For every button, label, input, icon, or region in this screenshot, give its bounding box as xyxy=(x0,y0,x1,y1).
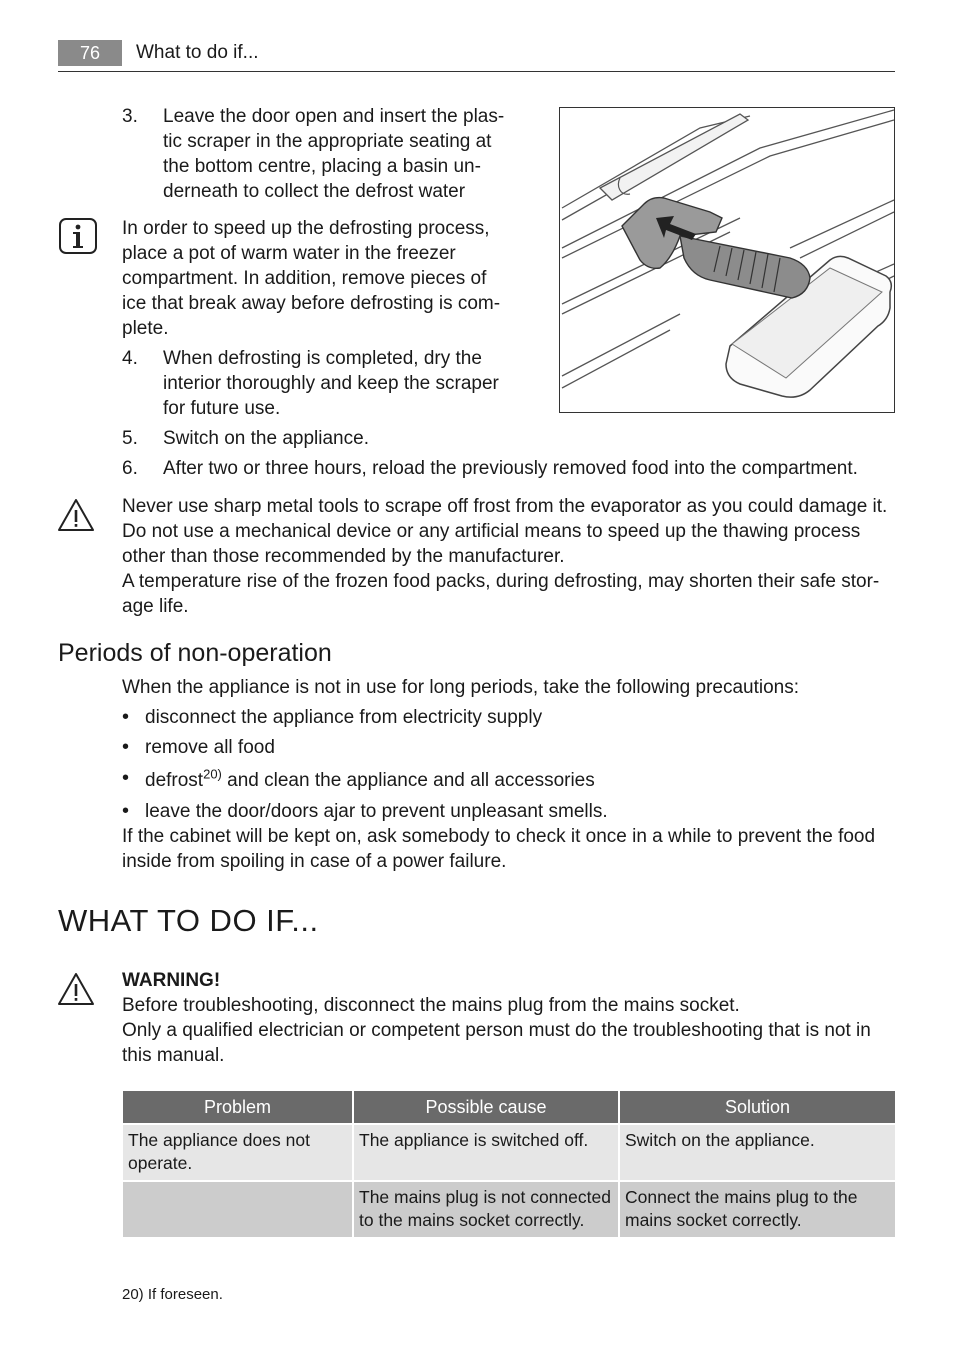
info-note-line: place a pot of warm water in the freezer xyxy=(122,243,456,264)
closing-line: If the cabinet will be kept on, ask somebody to check it once in a while to prevent the food xyxy=(122,826,876,847)
caution-line: Never use sharp metal tools to scrape off frost from the evaporator as you could damage it. xyxy=(122,496,888,517)
column-header-cause: Possible cause xyxy=(354,1091,618,1123)
running-title: What to do if... xyxy=(136,42,259,63)
non-operation-closing xyxy=(122,824,875,874)
step-3-text xyxy=(163,104,504,204)
step-4-line: interior thoroughly and keep the scraper xyxy=(163,373,499,394)
caution-line: Do not use a mechanical device or any artificial means to speed up the thawing process xyxy=(122,521,861,542)
troubleshooting-table xyxy=(121,1089,897,1239)
cell-problem: The appliance does not operate. xyxy=(123,1125,352,1180)
caution-line: A temperature rise of the frozen food packs, during defrosting, may shorten their safe stor- xyxy=(122,571,880,592)
step-4-text xyxy=(163,346,499,421)
table-row xyxy=(123,1125,895,1180)
bullet-dot: • xyxy=(122,736,130,758)
caution-line: other than those recommended by the manufacturer. xyxy=(122,546,565,567)
caution-line: age life. xyxy=(122,596,189,617)
column-header-solution: Solution xyxy=(620,1091,895,1123)
page-number: 76 xyxy=(58,40,122,66)
footnote: 20) If foreseen. xyxy=(122,1286,223,1303)
warning-title: WARNING! xyxy=(122,970,221,991)
chapter-heading: WHAT TO DO IF... xyxy=(58,903,319,938)
info-note-line: ice that break away before defrosting is com- xyxy=(122,293,501,314)
warning-line: this manual. xyxy=(122,1045,225,1066)
bullet-item xyxy=(145,768,595,793)
bullet-dot: • xyxy=(122,706,130,728)
scraper-illustration xyxy=(559,107,895,413)
warning-line: Only a qualified electrician or competent person must do the troubleshooting that is not in xyxy=(122,1020,871,1041)
info-note-line: In order to speed up the defrosting process, xyxy=(122,218,490,239)
cell-cause: The mains plug is not connected to the mains socket correctly. xyxy=(354,1182,618,1237)
cell-solution: Switch on the appliance. xyxy=(620,1125,895,1180)
non-operation-intro: When the appliance is not in use for long periods, take the following precautions: xyxy=(122,677,800,698)
info-note-line: compartment. In addition, remove pieces of xyxy=(122,268,487,289)
column-header-problem: Problem xyxy=(123,1091,352,1123)
step-3-number: 3. xyxy=(122,106,138,127)
bullet-item: disconnect the appliance from electricity supply xyxy=(145,707,543,728)
bullet-text: and clean the appliance and all accessories xyxy=(221,770,595,791)
step-5-number: 5. xyxy=(122,428,138,449)
footnote-ref: 20) xyxy=(203,766,222,782)
table-header-row xyxy=(123,1091,895,1123)
table-row xyxy=(123,1182,895,1237)
step-3-line: tic scraper in the appropriate seating at xyxy=(163,131,492,152)
step-4-number: 4. xyxy=(122,348,138,369)
cell-solution: Connect the mains plug to the mains socket correctly. xyxy=(620,1182,895,1237)
step-3-line: the bottom centre, placing a basin un- xyxy=(163,156,481,177)
step-3-line: derneath to collect the defrost water xyxy=(163,181,466,202)
cell-problem xyxy=(123,1182,352,1237)
step-6-text: After two or three hours, reload the previously removed food into the compartment. xyxy=(163,458,858,479)
cell-cause: The appliance is switched off. xyxy=(354,1125,618,1180)
bullet-text: defrost xyxy=(145,770,204,791)
warning-triangle-icon xyxy=(56,496,96,536)
step-5-text: Switch on the appliance. xyxy=(163,428,369,449)
bullet-dot: • xyxy=(122,800,130,822)
warning-block xyxy=(122,968,871,1068)
step-3-line: Leave the door open and insert the plas- xyxy=(163,106,505,127)
step-4-line: When defrosting is completed, dry the xyxy=(163,348,482,369)
section-heading-non-operation: Periods of non-operation xyxy=(58,639,332,667)
closing-line: inside from spoiling in case of a power failure. xyxy=(122,851,507,872)
info-icon xyxy=(58,217,98,257)
info-note xyxy=(122,216,500,341)
info-note-line: plete. xyxy=(122,318,169,339)
header-rule xyxy=(58,71,895,72)
bullet-item: leave the door/doors ajar to prevent unpleasant smells. xyxy=(145,801,608,822)
warning-triangle-icon xyxy=(56,970,96,1010)
bullet-dot: • xyxy=(122,767,130,789)
bullet-item: remove all food xyxy=(145,737,275,758)
warning-line: Before troubleshooting, disconnect the mains plug from the mains socket. xyxy=(122,995,740,1016)
caution-note xyxy=(122,494,887,619)
step-4-line: for future use. xyxy=(163,398,281,419)
step-6-number: 6. xyxy=(122,458,138,479)
